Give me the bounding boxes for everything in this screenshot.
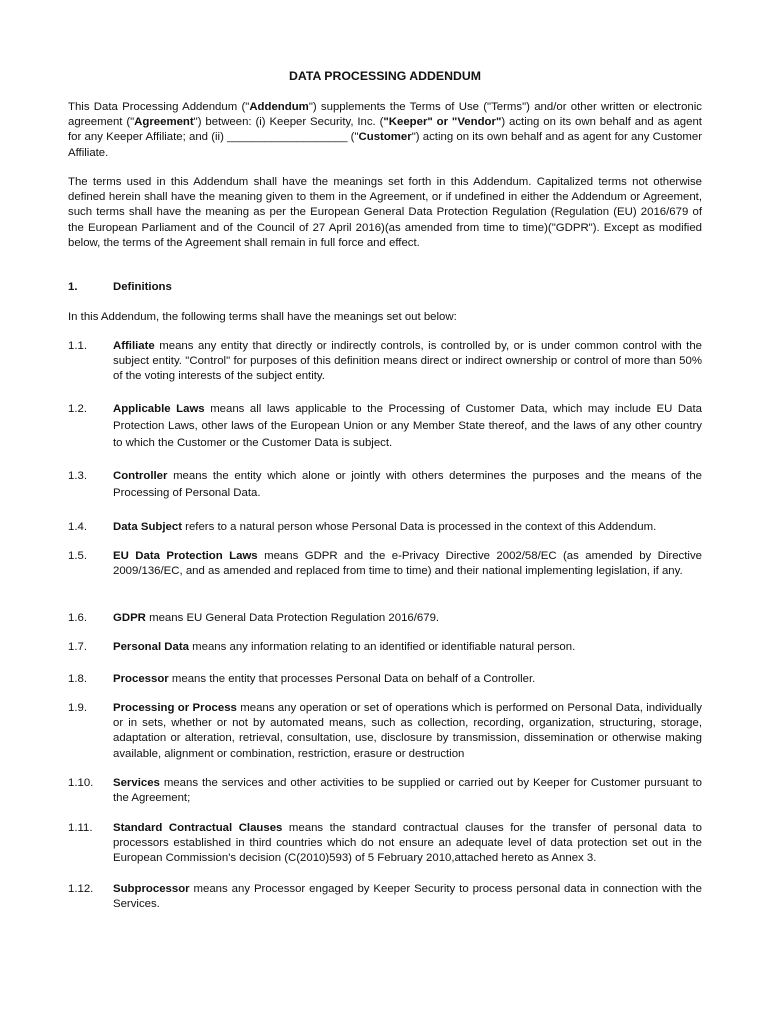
definition-term: Controller [113, 470, 168, 482]
definition-text: means the standard contractual clauses for the transfer of personal data to processors established in third countries which do not ensure an adequate level of data protection set out in the European Commission's decision (C(2010)593) of 5 February 2010,attached hereto as Annex 3. [113, 822, 702, 865]
p1-term-addendum: Addendum [249, 101, 309, 113]
definition-item [68, 549, 702, 579]
definition-item [68, 339, 702, 385]
definition-term: GDPR [113, 612, 146, 624]
definition-item [68, 776, 702, 806]
definition-text: means the entity which alone or jointly with others determines the purposes and the means of the Processing of Personal Data. [113, 470, 702, 499]
definition-text: means GDPR and the e-Privacy Directive 2002/58/EC (as amended by Directive 2009/136/EC, and as amended and replaced from time to time) and their national implementing legislation, if any. [113, 550, 702, 578]
p1-text-g: ) acting on its own behalf and as agent for any Keeper Affiliate; and (ii) ___________________ (" [68, 116, 702, 144]
definition-term: Data Subject [113, 521, 182, 533]
section-title: Definitions [113, 281, 172, 293]
p1-term-agreement: Agreement [134, 116, 194, 129]
p1-term-keeper: "Keeper" or "Vendor" [383, 116, 502, 129]
definition-item [68, 401, 702, 452]
definition-number: 1.8. [68, 673, 87, 685]
definition-term: Services [113, 777, 160, 789]
definitions-intro: In this Addendum, the following terms shall have the meanings set out below: [68, 311, 457, 323]
definition-number: 1.10. [68, 777, 94, 789]
definition-item [68, 611, 702, 626]
p1-text-i: ") acting on its own behalf and as agent for any Customer Affiliate. [68, 131, 703, 159]
definition-item [68, 701, 702, 762]
definition-number: 1.4. [68, 521, 87, 533]
p1-text-c: ") supplements the Terms of Use ("Terms") and/or other written or electronic agreement (" [68, 101, 702, 129]
definition-item [68, 882, 702, 912]
definition-text: means any entity that directly or indirectly controls, is controlled by, or is under common control with the subject entity. "Control" for purposes of this definition means direct or indirect ownership or control of more than 50% of the voting interests of the subject entity. [113, 340, 702, 383]
definition-number: 1.6. [68, 612, 87, 624]
definition-text: means any operation or set of operations which is performed on Personal Data, individually or in sets, whether or not by automated means, such as collection, recording, organization, structuring, storage, adaptation or alteration, retrieval, consultation, use, disclosure by transmission, dissemination or otherwise making available, alignment or combination, restriction, erasure or destruction [113, 702, 702, 760]
p1-text-e: ") between: (i) Keeper Security, Inc. ( [193, 116, 384, 129]
definition-item [68, 672, 702, 687]
definition-number: 1.5. [68, 550, 87, 562]
section-heading [68, 280, 702, 295]
definition-number: 1.12. [68, 883, 94, 895]
definition-term: Processor [113, 673, 169, 685]
definition-text: means all laws applicable to the Processing of Customer Data, which may include EU Data Protection Laws, other laws of the European Union or any Member State thereof, and the laws of any other country to which the Customer or the Customer Data is subject. [113, 403, 702, 449]
definition-item [68, 821, 702, 867]
definition-term: Personal Data [113, 641, 189, 653]
definition-number: 1.7. [68, 641, 87, 653]
definition-item [68, 520, 702, 535]
definition-term: EU Data Protection Laws [113, 550, 258, 562]
definition-text: refers to a natural person whose Personal Data is processed in the context of this Addendum. [182, 521, 657, 533]
definition-text: means the entity that processes Personal Data on behalf of a Controller. [168, 673, 536, 685]
definition-number: 1.3. [68, 470, 87, 482]
definition-term: Applicable Laws [113, 403, 205, 415]
definition-number: 1.9. [68, 702, 87, 714]
definition-term: Subprocessor [113, 883, 190, 895]
definition-term: Standard Contractual Clauses [113, 822, 283, 834]
definition-item [68, 468, 702, 502]
p1-text-a: This Data Processing Addendum (" [68, 101, 250, 113]
definition-number: 1.2. [68, 403, 87, 415]
definition-text: means any Processor engaged by Keeper Security to process personal data in connection with the Services. [113, 883, 702, 911]
section-number: 1. [68, 281, 78, 293]
document-title: DATA PROCESSING ADDENDUM [289, 69, 481, 83]
definition-term: Affiliate [113, 340, 155, 352]
definition-item [68, 640, 702, 655]
definition-term: Processing or Process [113, 702, 237, 714]
definition-text: means the services and other activities to be supplied or carried out by Keeper for Customer pursuant to the Agreement; [113, 777, 702, 805]
definition-number: 1.1. [68, 340, 87, 352]
intro-paragraph [68, 100, 702, 161]
definition-text: means any information relating to an identified or identifiable natural person. [188, 641, 576, 653]
terms-paragraph: The terms used in this Addendum shall have the meanings set forth in this Addendum. Capitalized terms not otherwise defined herein shall have the meaning given to them in the Agreement, or if undefined in either the Addendum or Agreement, such terms shall have the meaning as per the European General Data Protection Regulation (Regulation (EU) 2016/679 of the European Parliament and of the Council of 27 April 2016)(as amended from time to time)("GDPR"). Except as modified below, the terms of the Agreement shall remain in full force and effect. [68, 176, 702, 249]
definition-number: 1.11. [68, 822, 93, 834]
p1-term-customer: Customer [358, 131, 412, 144]
definition-text: means EU General Data Protection Regulation 2016/679. [145, 612, 440, 624]
